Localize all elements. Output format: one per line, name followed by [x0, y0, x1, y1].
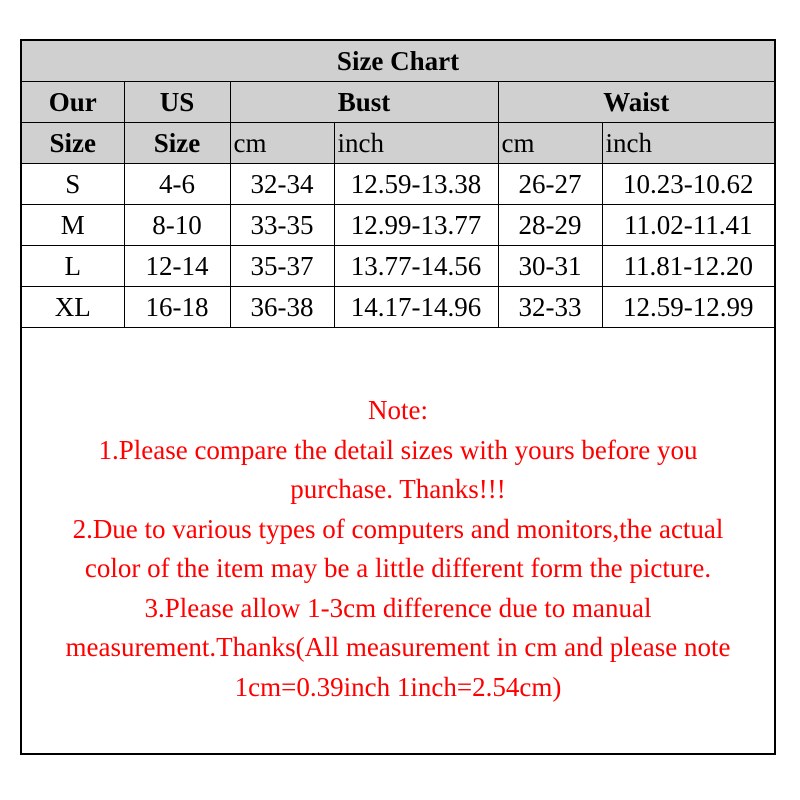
cell-bust-inch: 13.77-14.56	[334, 246, 498, 287]
header-row-1	[22, 82, 774, 123]
cell-waist-inch: 11.02-11.41	[602, 205, 774, 246]
note-heading: Note:	[368, 395, 428, 425]
header-waist-cm: cm	[498, 123, 602, 164]
cell-our-size: S	[22, 164, 124, 205]
cell-waist-cm: 32-33	[498, 287, 602, 328]
cell-us-size: 16-18	[124, 287, 230, 328]
cell-bust-inch: 14.17-14.96	[334, 287, 498, 328]
header-us-size-line1: US	[124, 82, 230, 123]
header-bust-cm: cm	[230, 123, 334, 164]
cell-our-size: M	[22, 205, 124, 246]
note-line: 3.Please allow 1-3cm difference due to manual	[144, 592, 652, 623]
notes-block	[22, 391, 774, 707]
cell-waist-cm: 28-29	[498, 205, 602, 246]
note-line: 1cm=0.39inch 1inch=2.54cm)	[234, 671, 562, 702]
cell-bust-inch: 12.59-13.38	[334, 164, 498, 205]
cell-waist-cm: 30-31	[498, 246, 602, 287]
title-row	[22, 41, 774, 82]
cell-us-size: 8-10	[124, 205, 230, 246]
cell-bust-cm: 36-38	[230, 287, 334, 328]
table-row	[22, 287, 774, 328]
note-line: purchase. Thanks!!!	[290, 474, 506, 504]
cell-bust-inch: 12.99-13.77	[334, 205, 498, 246]
header-our-size-line2: Size	[22, 123, 124, 164]
table-row	[22, 164, 774, 205]
cell-bust-cm: 33-35	[230, 205, 334, 246]
table-title: Size Chart	[22, 41, 774, 82]
note-line: color of the item may be a little different form the picture.	[84, 553, 712, 583]
size-chart-frame	[20, 39, 776, 755]
header-our-size-line1: Our	[22, 82, 124, 123]
cell-our-size: L	[22, 246, 124, 287]
cell-waist-inch: 10.23-10.62	[602, 164, 774, 205]
cell-waist-cm: 26-27	[498, 164, 602, 205]
cell-us-size: 12-14	[124, 246, 230, 287]
cell-our-size: XL	[22, 287, 124, 328]
cell-waist-inch: 12.59-12.99	[602, 287, 774, 328]
header-bust-inch: inch	[334, 123, 498, 164]
cell-bust-cm: 35-37	[230, 246, 334, 287]
note-line: 1.Please compare the detail sizes with yours before you	[98, 434, 698, 465]
header-bust: Bust	[230, 82, 498, 123]
header-row-2	[22, 123, 774, 164]
table-row	[22, 205, 774, 246]
cell-us-size: 4-6	[124, 164, 230, 205]
cell-bust-cm: 32-34	[230, 164, 334, 205]
size-chart-table	[22, 41, 774, 328]
header-waist: Waist	[498, 82, 774, 123]
note-line: measurement.Thanks(All measurement in cm and please note	[65, 632, 731, 662]
table-row	[22, 246, 774, 287]
cell-waist-inch: 11.81-12.20	[602, 246, 774, 287]
header-us-size-line2: Size	[124, 123, 230, 164]
note-line: 2.Due to various types of computers and monitors,the actual	[72, 513, 724, 544]
header-waist-inch: inch	[602, 123, 774, 164]
